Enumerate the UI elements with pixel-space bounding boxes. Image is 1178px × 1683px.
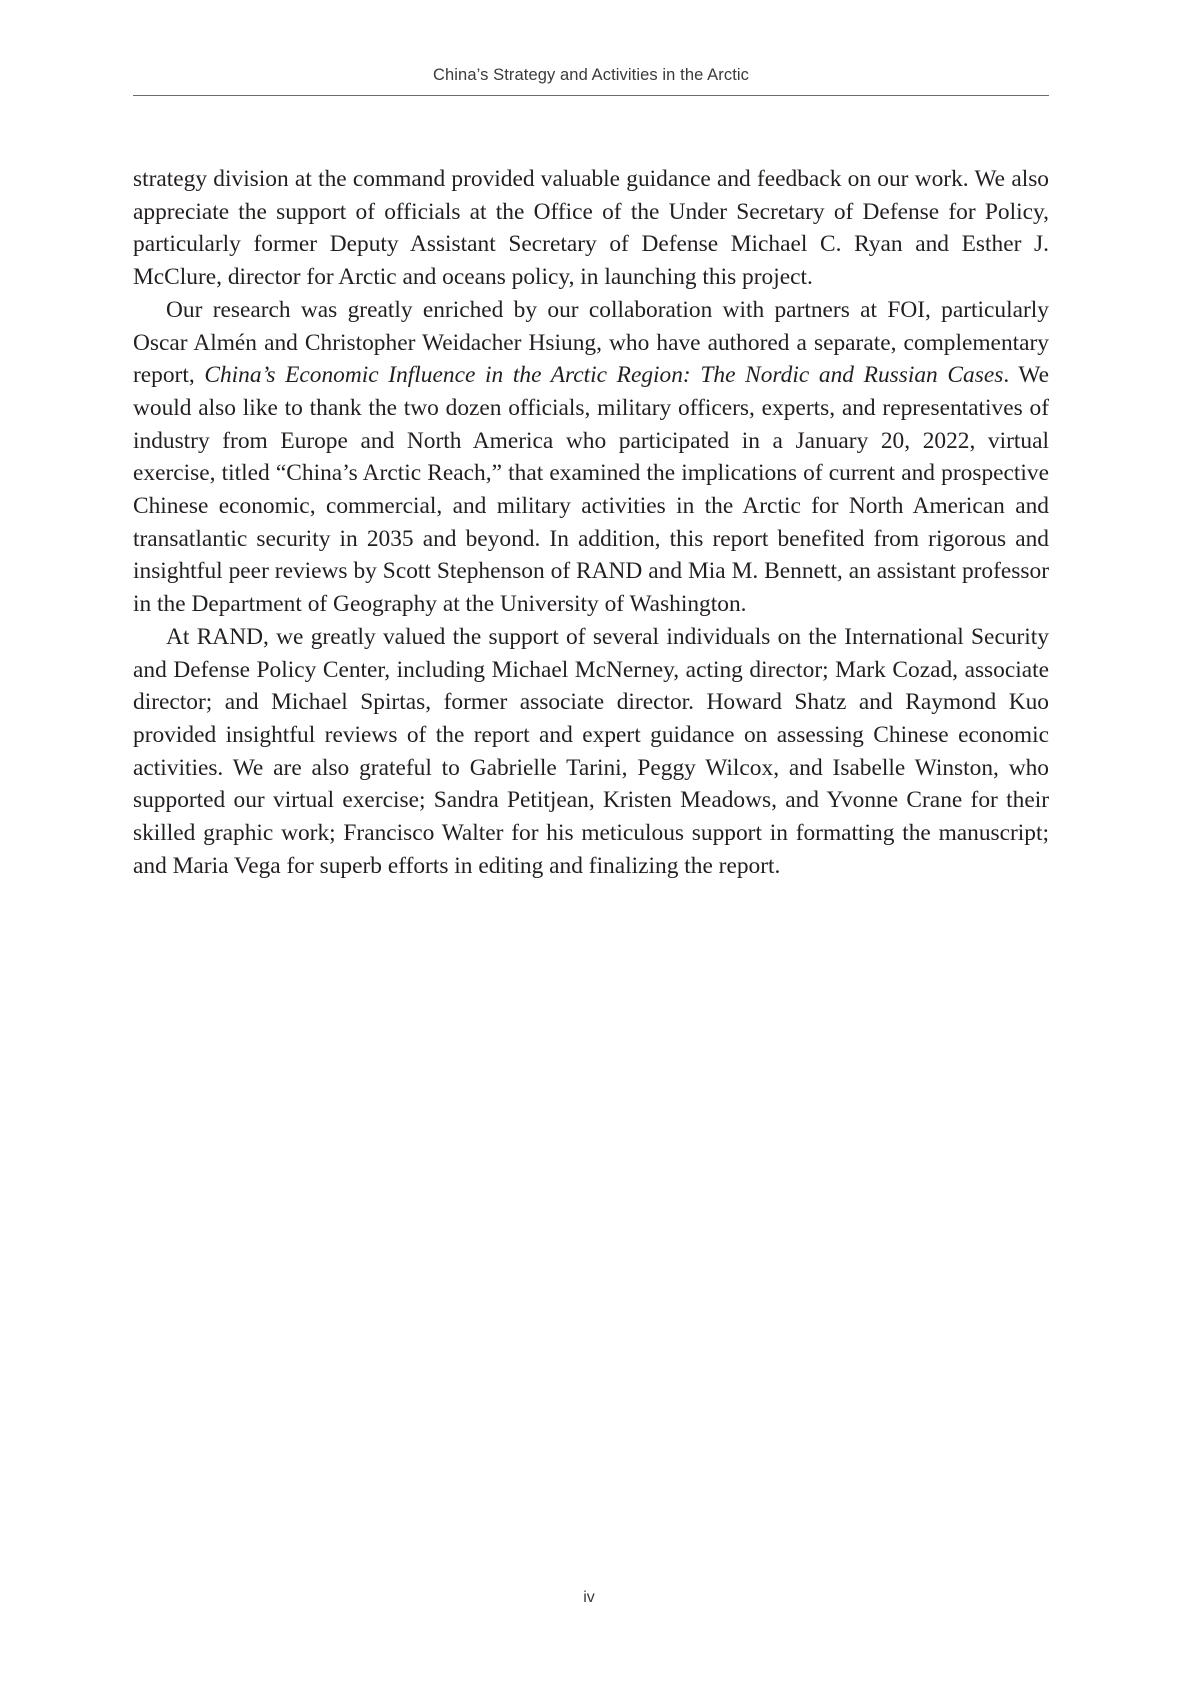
paragraph-rand-support: At RAND, we greatly valued the support of several individuals on the International Security and Defense Policy Center, including Michael McNerney, acting director; Mark Cozad, associate director; and Michael Spirtas, former associate director. Howard Shatz and Raymond Kuo provided insightful reviews of the report and expert guidance on assessing Chinese economic activities. We are also grateful to Gabrielle Tarini, Peggy Wilcox, and Isabelle Winston, who supported our virtual exercise; Sandra Petitjean, Kristen Meadows, and Yvonne Crane for their skilled graphic work; Francisco Walter for his meticulous support in formatting the manuscript; and Maria Vega for superb efforts in editing and finalizing the report.: [133, 623, 1049, 879]
running-head-title: China’s Strategy and Activities in the Arctic: [432, 66, 750, 84]
body-text: [133, 163, 1049, 882]
header-rule: [133, 95, 1049, 96]
paragraph-text: . We would also like to thank the two dozen officials, military officers, experts, and representatives of industry from Europe and North America who participated in a January 20, 2022, virtual exercise, titled “China’s Arctic Reach,” that examined the implications of current and prospective Chinese economic, commercial, and military activities in the Arctic for North American and transatlantic security in 2035 and beyond. In addition, this report benefited from rigorous and insightful peer reviews by Scott Stephenson of RAND and Mia M. Bennett, an assistant professor in the Department of Geography at the University of Washington.: [133, 362, 1049, 618]
page-number: iv: [583, 1589, 595, 1606]
report-title-italic: China’s Economic Influence in the Arctic Region: The Nordic and Russian Cases: [204, 362, 1004, 389]
paragraph-continuation: strategy division at the command provided valuable guidance and feedback on our work. We also appreciate the support of officials at the Office of the Under Secretary of Defense for Policy, particularly former Deputy Assistant Secretary of Defense Michael C. Ryan and Esther J. McClure, director for Arctic and oceans policy, in launching this project.: [133, 166, 1049, 291]
paragraph-text: Our research was greatly enriched by our collaboration with partners at FOI, particularly Oscar Almén and Christopher Weidacher Hsiung, who have authored a separate, complementary report,: [133, 296, 1049, 389]
paragraph-foi-collaboration: [133, 294, 1049, 621]
